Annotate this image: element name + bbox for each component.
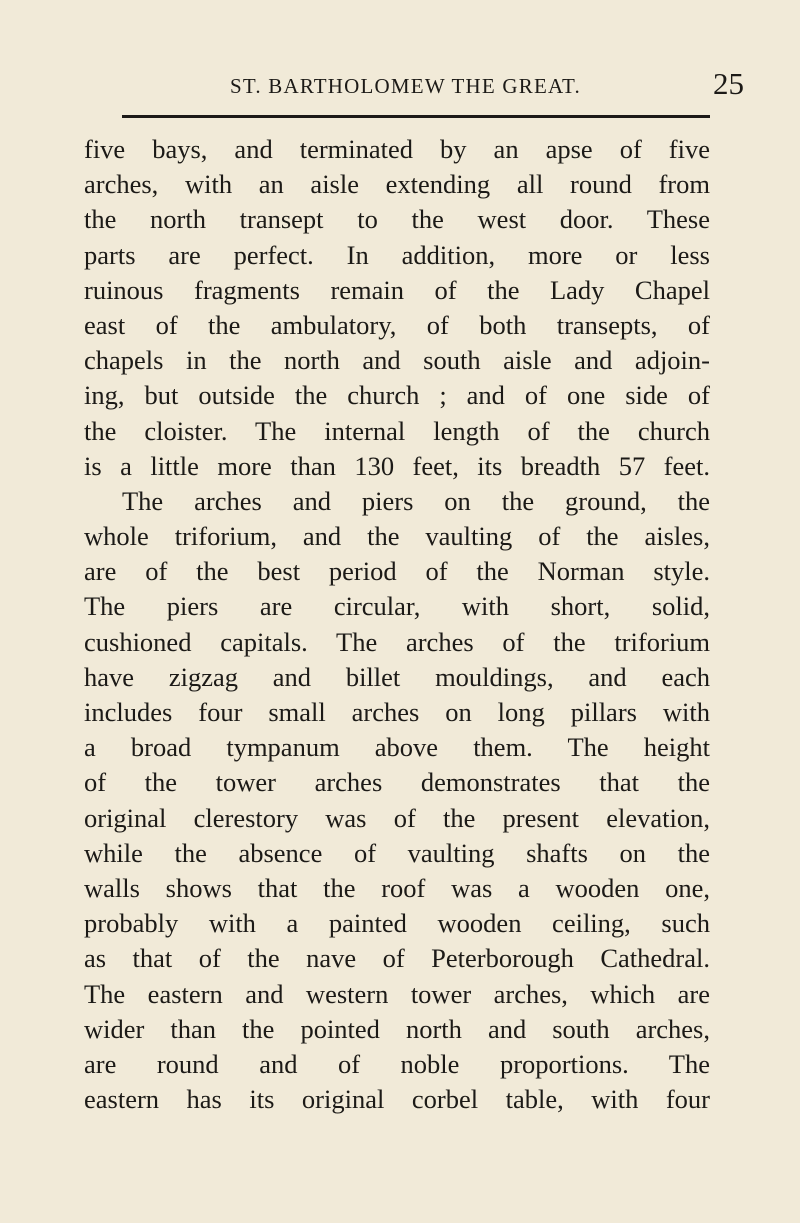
body-text [84,132,710,1117]
text-line: of the tower arches demonstrates that the [84,767,710,798]
text-line: as that of the nave of Peterborough Cathedral. [84,943,710,974]
text-line: while the absence of vaulting shafts on the [84,837,710,868]
text-line: ing, but outside the church ; and of one side of [84,380,710,411]
text-line: The eastern and western tower arches, which are [84,978,710,1009]
text-line: eastern has its original corbel table, with four [84,1084,710,1115]
text-line: five bays, and terminated by an apse of five [84,134,710,164]
header-rule [122,115,710,118]
text-line: east of the ambulatory, of both transepts, of [84,309,710,340]
running-title: ST. BARTHOLOMEW THE GREAT. [230,74,581,98]
text-line: are of the best period of the Norman style. [84,556,710,587]
text-line: wider than the pointed north and south arches, [84,1013,710,1044]
text-line: includes four small arches on long pillars with [84,697,710,727]
text-line: the cloister. The internal length of the church [84,415,710,446]
text-line: cushioned capitals. The arches of the triforium [84,626,710,657]
text-line: whole triforium, and the vaulting of the aisles, [84,521,710,552]
text-line: walls shows that the roof was a wooden one, [84,872,710,903]
running-head [122,66,744,106]
page-number: 25 [713,66,744,101]
paragraph-first-line: The arches and piers on the ground, the [122,485,710,516]
text-line: have zigzag and billet mouldings, and each [84,661,710,692]
text-line: chapels in the north and south aisle and adjoin- [84,345,710,376]
text-line: a broad tympanum above them. The height [84,732,710,763]
text-line: probably with a painted wooden ceiling, such [84,908,710,939]
text-line: are round and of noble proportions. The [84,1048,710,1079]
text-line: The piers are circular, with short, solid, [84,591,710,622]
text-line: ruinous fragments remain of the Lady Chapel [84,274,710,305]
text-line: parts are perfect. In addition, more or less [84,239,710,270]
text-line: original clerestory was of the present elevation, [84,802,710,833]
text-line: the north transept to the west door. These [84,204,710,235]
text-line: is a little more than 130 feet, its breadth 57 feet. [84,450,710,481]
text-line: arches, with an aisle extending all round from [84,169,710,200]
